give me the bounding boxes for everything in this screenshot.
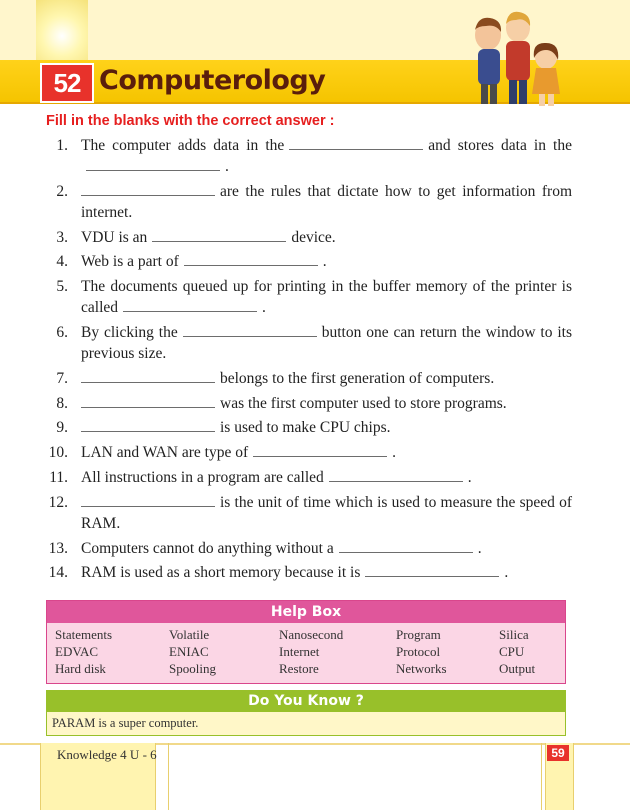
- answer-blank[interactable]: [183, 324, 317, 337]
- question-text: device.: [291, 228, 336, 246]
- glow-tab-decoration: [36, 0, 88, 60]
- question-text: .: [477, 539, 482, 557]
- answer-blank[interactable]: [123, 299, 257, 312]
- question-item: [44, 181, 572, 223]
- question-text: By clicking the: [81, 323, 178, 341]
- answer-blank[interactable]: [329, 469, 463, 482]
- question-item: [44, 276, 572, 318]
- help-word: Nanosecond: [279, 627, 344, 642]
- help-box: [46, 600, 566, 684]
- question-list: [44, 135, 572, 587]
- help-word: Volatile: [169, 627, 210, 642]
- question-text: VDU is an: [81, 228, 148, 246]
- answer-blank[interactable]: [253, 444, 387, 457]
- answer-blank[interactable]: [81, 395, 215, 408]
- question-number: 14.: [48, 564, 68, 582]
- help-word: Spooling: [169, 661, 216, 676]
- question-text: .: [322, 253, 327, 271]
- help-word: ENIAC: [169, 644, 209, 659]
- question-item: [44, 417, 572, 438]
- question-number: 10.: [48, 444, 68, 462]
- question-text: .: [504, 564, 509, 582]
- question-text: belongs to the first generation of computers.: [220, 369, 495, 387]
- do-you-know-title: Do You Know ?: [47, 691, 565, 712]
- question-number: 7.: [56, 369, 68, 387]
- question-number: 9.: [56, 419, 68, 437]
- question-number: 12.: [48, 493, 68, 511]
- question-text: .: [467, 468, 472, 486]
- question-text: Web is a part of: [81, 253, 179, 271]
- question-text: are the rules that dictate how to get information from internet.: [81, 182, 572, 221]
- question-text: The computer adds data in the: [81, 137, 285, 154]
- question-item: [44, 538, 572, 559]
- question-number: 13.: [48, 539, 68, 557]
- question-number: 2.: [56, 182, 68, 200]
- answer-blank[interactable]: [152, 229, 286, 242]
- question-item: [44, 492, 572, 534]
- lesson-title: Computerology: [99, 65, 326, 96]
- answer-blank[interactable]: [184, 253, 318, 266]
- help-word: Statements: [55, 627, 113, 642]
- question-item: [44, 251, 572, 272]
- help-word: Restore: [279, 661, 319, 676]
- page-number: 59: [547, 745, 569, 761]
- question-text: Computers cannot do anything without a: [81, 539, 334, 557]
- question-number: 8.: [56, 394, 68, 412]
- question-text: All instructions in a program are called: [81, 468, 324, 486]
- help-word: Networks: [396, 661, 447, 676]
- question-number: 3.: [56, 228, 68, 246]
- help-word: CPU: [499, 644, 525, 659]
- question-text: is the unit of time which is used to measure the speed of RAM.: [81, 493, 572, 532]
- help-box-words: [55, 627, 561, 677]
- help-word: EDVAC: [55, 644, 99, 659]
- lesson-number: 52: [40, 63, 94, 103]
- answer-blank[interactable]: [86, 158, 220, 171]
- question-text: button one can return the window to its previous size.: [81, 323, 573, 362]
- question-item: [44, 562, 572, 583]
- question-text: is used to make CPU chips.: [220, 419, 391, 437]
- question-item: [44, 368, 572, 389]
- answer-blank[interactable]: [81, 370, 215, 383]
- help-word: Output: [499, 661, 536, 676]
- children-illustration: [456, 2, 566, 108]
- question-item: [44, 467, 572, 488]
- answer-blank[interactable]: [365, 564, 499, 577]
- answer-blank[interactable]: [81, 419, 215, 432]
- question-number: 6.: [56, 323, 68, 341]
- question-text: .: [392, 444, 397, 462]
- help-word: Silica: [499, 627, 529, 642]
- footer-frame: [168, 743, 542, 810]
- help-box-title: Help Box: [47, 601, 565, 623]
- question-item: [44, 393, 572, 414]
- question-text: and stores data in the: [428, 137, 572, 154]
- question-text: RAM is used as a short memory because it is: [81, 564, 361, 582]
- help-word: Program: [396, 627, 441, 642]
- answer-blank[interactable]: [81, 183, 215, 196]
- question-item: [44, 442, 572, 463]
- question-text: LAN and WAN are type of: [81, 444, 249, 462]
- help-word: Hard disk: [55, 661, 106, 676]
- help-word: Internet: [279, 644, 320, 659]
- question-text: was the first computer used to store programs.: [220, 394, 507, 412]
- answer-blank[interactable]: [339, 540, 473, 553]
- answer-blank[interactable]: [81, 494, 215, 507]
- question-number: 5.: [56, 278, 68, 296]
- do-you-know-box: [46, 690, 566, 736]
- question-number: 4.: [56, 253, 68, 271]
- question-item: [44, 135, 572, 177]
- question-text: The documents queued up for printing in the buffer memory of the printer is called: [81, 278, 572, 317]
- answer-blank[interactable]: [289, 137, 423, 150]
- do-you-know-text: PARAM is a super computer.: [52, 716, 199, 730]
- question-item: [44, 322, 572, 364]
- question-text: .: [262, 299, 266, 317]
- question-number: 1.: [56, 137, 68, 154]
- question-item: [44, 227, 572, 248]
- instruction-heading: Fill in the blanks with the correct answer :: [46, 113, 335, 129]
- question-text: .: [225, 158, 229, 175]
- help-word: Protocol: [396, 644, 441, 659]
- footer-book-title: Knowledge 4 U - 6: [57, 747, 157, 762]
- question-number: 11.: [49, 468, 68, 486]
